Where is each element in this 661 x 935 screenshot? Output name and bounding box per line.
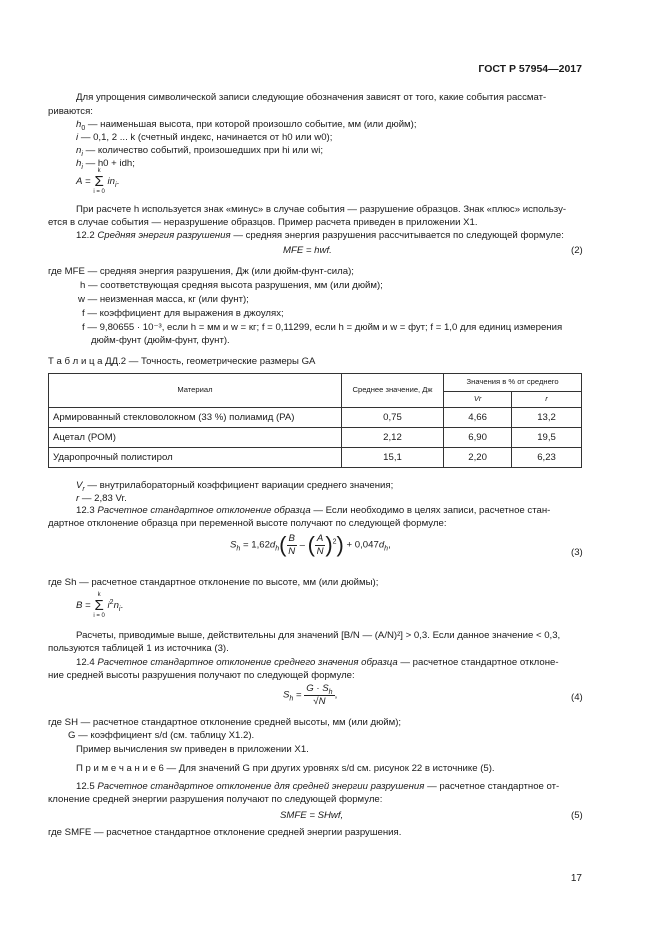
def-vr: $V_r$ — внутрилабораторный коэффициент вариации среднего значения;: [76, 480, 394, 493]
def-ni: $n_i$ — количество событий, произошедших при hi или wi;: [76, 145, 323, 158]
equation-4: $S_h$ = $\frac{G \cdot S_h}{√N}$ ,: [283, 683, 338, 707]
cell-mean: 0,75: [341, 408, 443, 428]
sign-note-2: ется в случае события — неразрушение образцов. Пример расчета приведен в приложении X1.: [48, 217, 478, 228]
def-f: f — коэффициент для выражения в джоулях;: [82, 308, 284, 319]
cell-vr: 4,66: [444, 408, 512, 428]
sign-note-1: При расчете h используется знак «минус» в случае события — разрушение образцов. Знак «плюс» использу-: [76, 204, 567, 215]
equation-5: SMFE = SHwf,: [280, 810, 344, 821]
note-6: П р и м е ч а н и е 6 — Для значений G при других уровнях s/d см. рисунок 22 в источнике (5).: [76, 763, 495, 774]
def-G: G — коэффициент s/d (см. таблицу X1.2).: [68, 730, 255, 741]
equation-3: $S_h = 1,62d_h$( $\frac{B}{N}$ – ( $\frac{A}{N}$ )$^2) + 0,047d_h$,: [230, 532, 391, 557]
where-mfe: где MFE — средняя энергия разрушения, Дж (или дюйм-фунт-сила);: [48, 266, 354, 277]
section-12-4: 12.4 Расчетное стандартное отклонение среднего значения образца — расчетное стандартное отклоне-: [76, 657, 559, 668]
table-row: [49, 448, 582, 468]
section-12-2: 12.2 Средняя энергия разрушения — средняя энергия разрушения рассчитывается по следующей формуле:: [76, 230, 564, 241]
section-12-3: 12.3 Расчетное стандартное отклонение образца — Если необходимо в целях записи, расчетное стан-: [76, 505, 551, 516]
def-h0: $h_0$ — наименьшая высота, при которой произошло событие, мм (или дюйм);: [76, 119, 417, 132]
cell-r: 6,23: [512, 448, 582, 468]
equation-5-number: (5): [571, 810, 583, 821]
example-sw: Пример вычисления sw приведен в приложении X1.: [76, 744, 309, 755]
def-h: h — соответствующая средняя высота разрушения, мм (или дюйм);: [80, 280, 383, 291]
precision-table: [48, 373, 582, 468]
col-r: r: [512, 392, 582, 408]
col-material: Материал: [49, 374, 342, 408]
formula-A: A = k Σ i = 0 $in_i$.: [76, 168, 120, 195]
table-row: [49, 408, 582, 428]
where-sh: где Sh — расчетное стандартное отклонение по высоте, мм (или дюймы);: [48, 577, 379, 588]
validity-2: пользуются таблицей 1 из источника (3).: [48, 643, 229, 654]
cell-vr: 2,20: [444, 448, 512, 468]
def-r: r — 2,83 Vr.: [76, 493, 127, 504]
section-12-5-cont: клонение средней энергии разрушения получают по следующей формуле:: [48, 794, 383, 805]
formula-B: B = k Σ i = 0 $i^2n_i$.: [76, 592, 124, 619]
section-12-4-cont: ние средней высоты разрушения получают по следующей формуле:: [48, 670, 355, 681]
intro-line-1: Для упрощения символической записи следующие обозначения зависят от того, какие события рассмат-: [76, 92, 547, 103]
def-hi: $h_i$ — h0 + idh;: [76, 158, 135, 171]
equation-2: MFE = hwf.: [283, 245, 332, 256]
where-sH: где SH — расчетное стандартное отклонение средней высоты, мм (или дюйм);: [48, 717, 402, 728]
intro-line-2: риваются:: [48, 106, 93, 117]
table-row: [49, 428, 582, 448]
validity-1: Расчеты, приводимые выше, действительны для значений [B/N — (A/N)²] > 0,3. Если данное значение < 0,3,: [76, 630, 561, 641]
section-12-3-cont: дартное отклонение образца при переменной высоте получают по следующей формуле:: [48, 518, 447, 529]
col-vr: Vr: [444, 392, 512, 408]
col-mean: Среднее значение, Дж: [341, 374, 443, 408]
table-caption: Т а б л и ц а ДД.2 — Точность, геометрические размеры GA: [48, 356, 316, 367]
standard-header: ГОСТ Р 57954—2017: [478, 63, 582, 75]
cell-r: 13,2: [512, 408, 582, 428]
cell-material: Ударопрочный полистирол: [49, 448, 342, 468]
cell-r: 19,5: [512, 428, 582, 448]
def-f-values-1: f — 9,80655 · 10⁻³, если h = мм и w = кг; f = 0,11299, если h = дюйм и w = фут; f = 1,0 для единиц измерения: [82, 322, 563, 333]
cell-material: Ацетал (POM): [49, 428, 342, 448]
def-f-values-2: дюйм-фунт (дюйм-фунт, фунт).: [91, 335, 230, 346]
equation-3-number: (3): [571, 547, 583, 558]
section-12-5: 12.5 Расчетное стандартное отклонение для средней энергии разрушения — расчетное стандартное от-: [76, 781, 560, 792]
equation-4-number: (4): [571, 692, 583, 703]
equation-2-number: (2): [571, 245, 583, 256]
page-number: 17: [570, 873, 582, 884]
cell-vr: 6,90: [444, 428, 512, 448]
cell-mean: 2,12: [341, 428, 443, 448]
cell-mean: 15,1: [341, 448, 443, 468]
col-pct: Значения в % от среднего: [444, 374, 582, 392]
def-w: w — неизменная масса, кг (или фунт);: [78, 294, 249, 305]
where-smfe: где SMFE — расчетное стандартное отклонение средней энергии разрушения.: [48, 827, 402, 838]
def-i: i — 0,1, 2 ... k (счетный индекс, начинается от h0 или w0);: [76, 132, 333, 143]
cell-material: Армированный стекловолокном (33 %) полиамид (PA): [49, 408, 342, 428]
